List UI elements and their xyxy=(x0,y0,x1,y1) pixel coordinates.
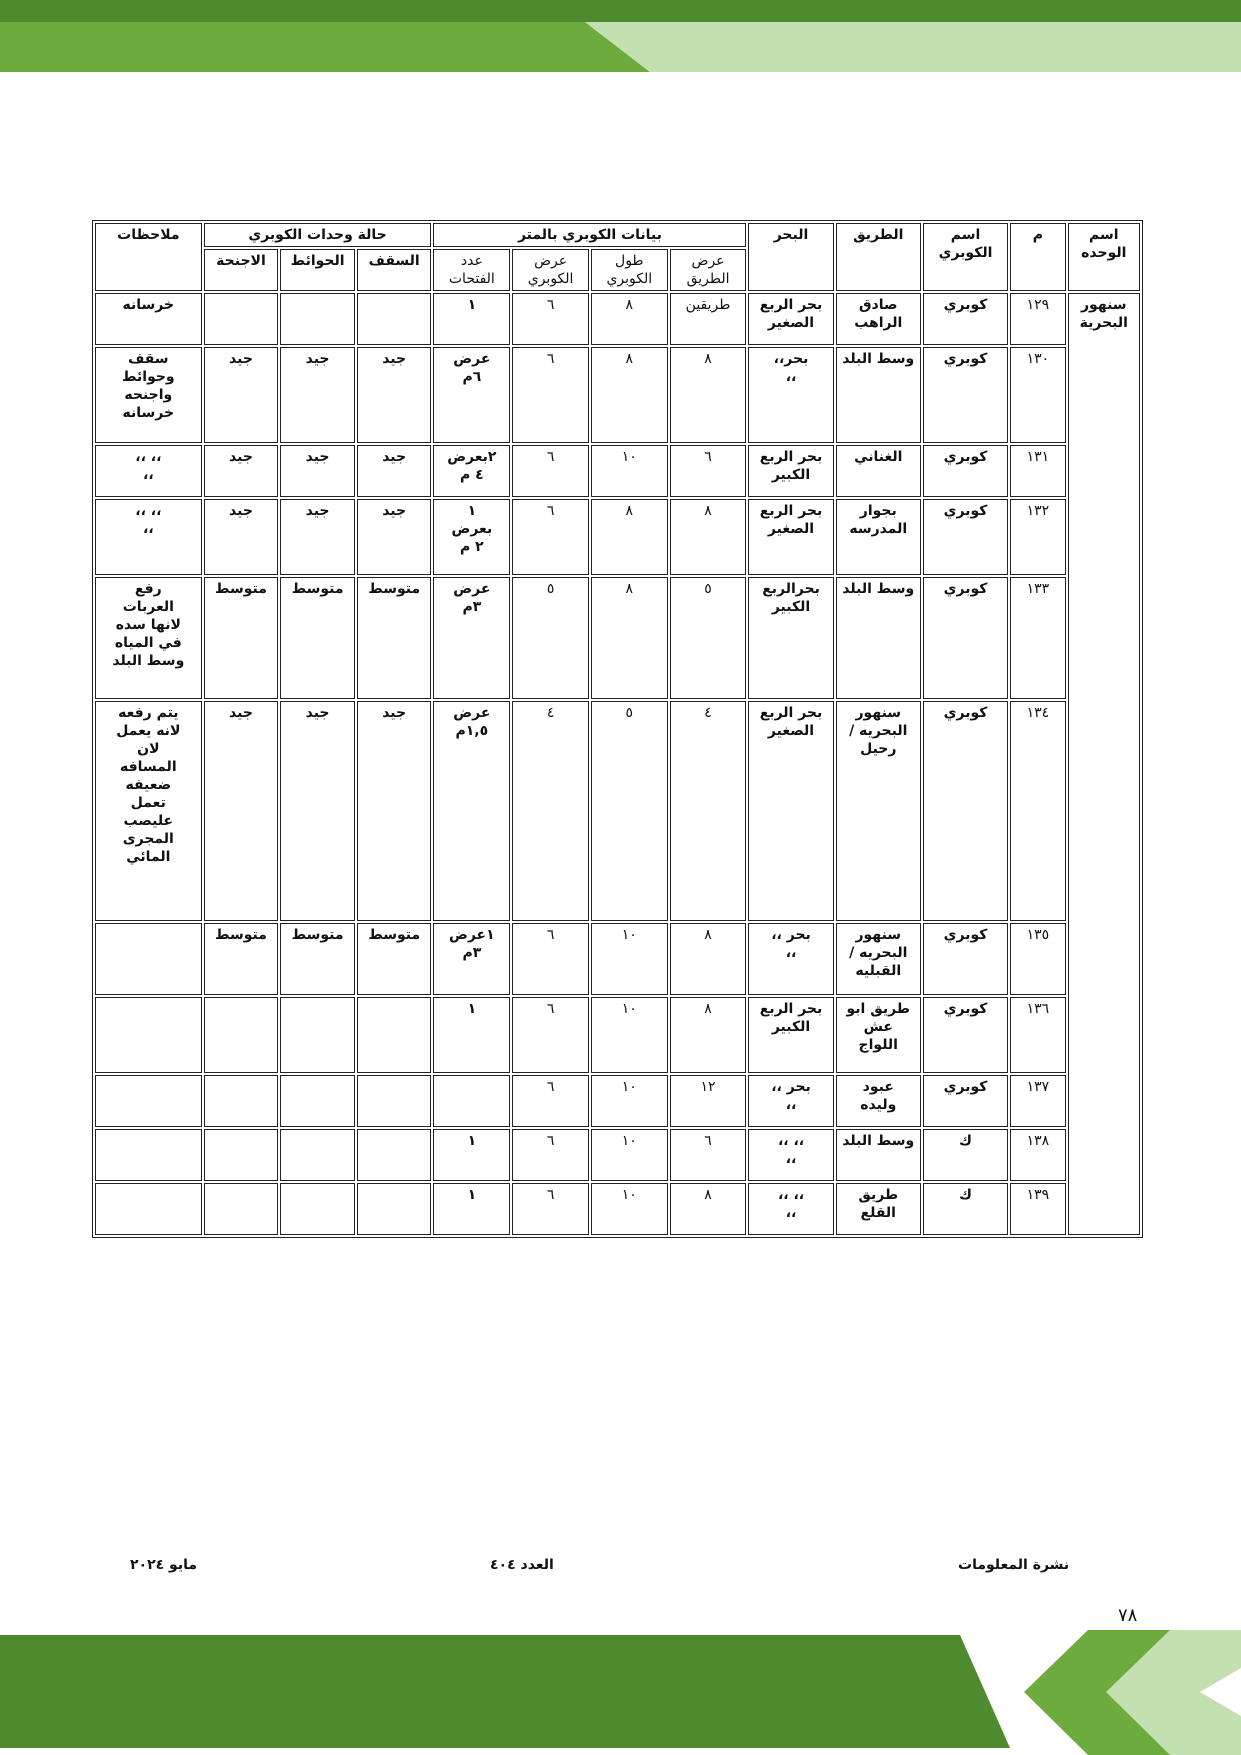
road-width-cell: ٨ xyxy=(670,923,747,995)
bridge-length-cell: ١٠ xyxy=(591,1129,668,1181)
walls-condition-cell xyxy=(280,997,355,1073)
walls-condition-cell: جيد xyxy=(280,701,355,921)
walls-condition-cell xyxy=(280,293,355,345)
notes-cell xyxy=(95,1183,202,1235)
bridge-length-cell: ١٠ xyxy=(591,997,668,1073)
walls-condition-cell xyxy=(280,1075,355,1127)
road-cell: وسط البلد xyxy=(836,347,921,443)
table-row xyxy=(95,923,1140,995)
road-width-cell: طريقين xyxy=(670,293,747,345)
wings-condition-cell xyxy=(204,1183,279,1235)
walls-condition-cell: متوسط xyxy=(280,923,355,995)
roof-condition-cell xyxy=(357,293,432,345)
table-row xyxy=(95,577,1140,699)
footer-issue: العدد ٤٠٤ xyxy=(490,1557,554,1573)
serial-cell: ١٣٧ xyxy=(1010,1075,1065,1127)
canal-cell: بحر ،، ،، xyxy=(748,1075,833,1127)
notes-cell: ،، ،، ،، xyxy=(95,499,202,575)
bridge-width-cell: ٦ xyxy=(512,923,589,995)
bridge-name-cell: كوبري xyxy=(923,923,1008,995)
canal-cell: بحر الربع الصغير xyxy=(748,293,833,345)
footer-date: مايو ٢٠٢٤ xyxy=(130,1557,198,1573)
header-unit-name: اسم الوحده xyxy=(1068,223,1140,291)
road-width-cell: ٨ xyxy=(670,499,747,575)
bridge-name-cell: كوبري xyxy=(923,445,1008,497)
roof-condition-cell: جيد xyxy=(357,499,432,575)
canal-cell: بحر الربع الكبير xyxy=(748,997,833,1073)
bridge-width-cell: ٦ xyxy=(512,347,589,443)
header-bridge-width: عرض الكوبري xyxy=(512,249,589,291)
roof-condition-cell: متوسط xyxy=(357,577,432,699)
serial-cell: ١٣٨ xyxy=(1010,1129,1065,1181)
openings-cell: ١ xyxy=(433,293,510,345)
wings-condition-cell xyxy=(204,293,279,345)
notes-cell xyxy=(95,1075,202,1127)
table-row xyxy=(95,347,1140,443)
bridge-width-cell: ٦ xyxy=(512,1183,589,1235)
table-row xyxy=(95,499,1140,575)
road-width-cell: ٨ xyxy=(670,1183,747,1235)
bridge-width-cell: ٤ xyxy=(512,701,589,921)
canal-cell: ،، ،، ،، xyxy=(748,1129,833,1181)
wings-condition-cell xyxy=(204,1075,279,1127)
serial-cell: ١٣١ xyxy=(1010,445,1065,497)
top-decorative-band xyxy=(0,0,1241,76)
serial-cell: ١٣٩ xyxy=(1010,1183,1065,1235)
notes-cell: سقف وحوائط واجنحه خرسانه xyxy=(95,347,202,443)
header-row-1 xyxy=(95,223,1140,247)
header-openings: عدد الفتحات xyxy=(433,249,510,291)
wings-condition-cell xyxy=(204,1129,279,1181)
roof-condition-cell xyxy=(357,1183,432,1235)
wings-condition-cell: متوسط xyxy=(204,577,279,699)
notes-cell: خرسانه xyxy=(95,293,202,345)
unit-name-cell: سنهور البحرية xyxy=(1068,293,1140,1235)
bridge-width-cell: ٦ xyxy=(512,1129,589,1181)
road-cell: سنهور البحريه / القبليه xyxy=(836,923,921,995)
bridges-table xyxy=(92,220,1143,1238)
road-width-cell: ٦ xyxy=(670,445,747,497)
bridge-name-cell: كوبري xyxy=(923,997,1008,1073)
roof-condition-cell xyxy=(357,1129,432,1181)
header-bridge-name: اسم الكوبري xyxy=(923,223,1008,291)
bottom-decorative-band xyxy=(0,1630,1241,1755)
wings-condition-cell: جيد xyxy=(204,701,279,921)
bridge-name-cell: ك xyxy=(923,1183,1008,1235)
table-body xyxy=(95,293,1140,1235)
road-cell: صادق الراهب xyxy=(836,293,921,345)
road-cell: سنهور البحريه / رحيل xyxy=(836,701,921,921)
table-row xyxy=(95,701,1140,921)
roof-condition-cell: جيد xyxy=(357,445,432,497)
serial-cell: ١٣٢ xyxy=(1010,499,1065,575)
road-width-cell: ٨ xyxy=(670,347,747,443)
roof-condition-cell: جيد xyxy=(357,701,432,921)
walls-condition-cell: جيد xyxy=(280,499,355,575)
notes-cell: رفع العربات لانها سده في المياه وسط البلد xyxy=(95,577,202,699)
table-row xyxy=(95,1183,1140,1235)
walls-condition-cell: جيد xyxy=(280,445,355,497)
header-notes: ملاحظات xyxy=(95,223,202,291)
table-row xyxy=(95,997,1140,1073)
serial-cell: ١٣٠ xyxy=(1010,347,1065,443)
road-cell: وسط البلد xyxy=(836,577,921,699)
header-canal: البحر xyxy=(748,223,833,291)
wings-condition-cell: جيد xyxy=(204,445,279,497)
roof-condition-cell: متوسط xyxy=(357,923,432,995)
notes-cell xyxy=(95,997,202,1073)
page-number: ٧٨ xyxy=(1118,1605,1138,1626)
openings-cell: ١ xyxy=(433,1183,510,1235)
serial-cell: ١٣٦ xyxy=(1010,997,1065,1073)
canal-cell: بحرالربع الكبير xyxy=(748,577,833,699)
road-cell: طريق ابو عش اللواج xyxy=(836,997,921,1073)
bridge-name-cell: كوبري xyxy=(923,577,1008,699)
serial-cell: ١٣٥ xyxy=(1010,923,1065,995)
header-wings: الاجنحة xyxy=(204,249,279,291)
bridge-length-cell: ٨ xyxy=(591,577,668,699)
bridge-width-cell: ٦ xyxy=(512,499,589,575)
canal-cell: بحر الربع الصغير xyxy=(748,499,833,575)
road-width-cell: ١٢ xyxy=(670,1075,747,1127)
road-cell: طريق القلع xyxy=(836,1183,921,1235)
road-width-cell: ٤ xyxy=(670,701,747,921)
road-width-cell: ٦ xyxy=(670,1129,747,1181)
canal-cell: بحر الربع الصغير xyxy=(748,701,833,921)
notes-cell xyxy=(95,923,202,995)
road-width-cell: ٥ xyxy=(670,577,747,699)
table-row xyxy=(95,1129,1140,1181)
roof-condition-cell xyxy=(357,1075,432,1127)
canal-cell: بحر الربع الكبير xyxy=(748,445,833,497)
canal-cell: بحر ،، ،، xyxy=(748,923,833,995)
openings-cell: عرض ١,٥م xyxy=(433,701,510,921)
wings-condition-cell: جيد xyxy=(204,499,279,575)
openings-cell: عرض ٣م xyxy=(433,577,510,699)
openings-cell: ٢بعرض ٤ م xyxy=(433,445,510,497)
notes-cell: ،، ،، ،، xyxy=(95,445,202,497)
bridge-width-cell: ٥ xyxy=(512,577,589,699)
table-row xyxy=(95,293,1140,345)
bridge-name-cell: كوبري xyxy=(923,701,1008,921)
header-serial: م xyxy=(1010,223,1065,291)
bridge-length-cell: ١٠ xyxy=(591,923,668,995)
bridge-length-cell: ٨ xyxy=(591,347,668,443)
canal-cell: ،، ،، ،، xyxy=(748,1183,833,1235)
bridge-name-cell: كوبري xyxy=(923,499,1008,575)
serial-cell: ١٣٤ xyxy=(1010,701,1065,921)
header-bridge-length: طول الكوبري xyxy=(591,249,668,291)
bridge-length-cell: ٥ xyxy=(591,701,668,921)
openings-cell: ١ xyxy=(433,1129,510,1181)
notes-cell: يتم رفعه لانه يعمل لان المسافه ضعيفه تعمل عليصب المجرى المائي xyxy=(95,701,202,921)
footer-publication: نشرة المعلومات xyxy=(958,1557,1070,1573)
header-roof: السقف xyxy=(357,249,432,291)
bridge-length-cell: ٨ xyxy=(591,293,668,345)
bridge-length-cell: ١٠ xyxy=(591,1075,668,1127)
wings-condition-cell: جيد xyxy=(204,347,279,443)
bridge-length-cell: ١٠ xyxy=(591,445,668,497)
road-cell: الغناني xyxy=(836,445,921,497)
header-road-width: عرض الطريق xyxy=(670,249,747,291)
table-row xyxy=(95,1075,1140,1127)
openings-cell: ١ بعرض ٢ م xyxy=(433,499,510,575)
header-walls: الحوائط xyxy=(280,249,355,291)
walls-condition-cell xyxy=(280,1183,355,1235)
bridge-name-cell: كوبري xyxy=(923,293,1008,345)
walls-condition-cell: جيد xyxy=(280,347,355,443)
openings-cell: ١عرض ٣م xyxy=(433,923,510,995)
openings-cell: عرض ٦م xyxy=(433,347,510,443)
bridge-width-cell: ٦ xyxy=(512,293,589,345)
roof-condition-cell: جيد xyxy=(357,347,432,443)
walls-condition-cell: متوسط xyxy=(280,577,355,699)
table-row xyxy=(95,445,1140,497)
header-road: الطريق xyxy=(836,223,921,291)
canal-cell: بحر،، ،، xyxy=(748,347,833,443)
road-cell: بجوار المدرسه xyxy=(836,499,921,575)
bridges-table-container xyxy=(92,220,1143,1238)
bridge-length-cell: ١٠ xyxy=(591,1183,668,1235)
bridge-width-cell: ٦ xyxy=(512,1075,589,1127)
bridge-name-cell: ك xyxy=(923,1129,1008,1181)
header-bridge-data-group: بيانات الكوبري بالمتر xyxy=(433,223,746,247)
road-cell: عبود وليده xyxy=(836,1075,921,1127)
bridge-length-cell: ٨ xyxy=(591,499,668,575)
bridge-name-cell: كوبري xyxy=(923,347,1008,443)
roof-condition-cell xyxy=(357,997,432,1073)
bridge-width-cell: ٦ xyxy=(512,445,589,497)
wings-condition-cell: متوسط xyxy=(204,923,279,995)
wings-condition-cell xyxy=(204,997,279,1073)
serial-cell: ١٢٩ xyxy=(1010,293,1065,345)
walls-condition-cell xyxy=(280,1129,355,1181)
bridge-width-cell: ٦ xyxy=(512,997,589,1073)
header-condition-group: حالة وحدات الكوبري xyxy=(204,223,432,247)
serial-cell: ١٣٣ xyxy=(1010,577,1065,699)
openings-cell: ١ xyxy=(433,997,510,1073)
notes-cell xyxy=(95,1129,202,1181)
road-width-cell: ٨ xyxy=(670,997,747,1073)
road-cell: وسط البلد xyxy=(836,1129,921,1181)
openings-cell xyxy=(433,1075,510,1127)
bridge-name-cell: كوبري xyxy=(923,1075,1008,1127)
